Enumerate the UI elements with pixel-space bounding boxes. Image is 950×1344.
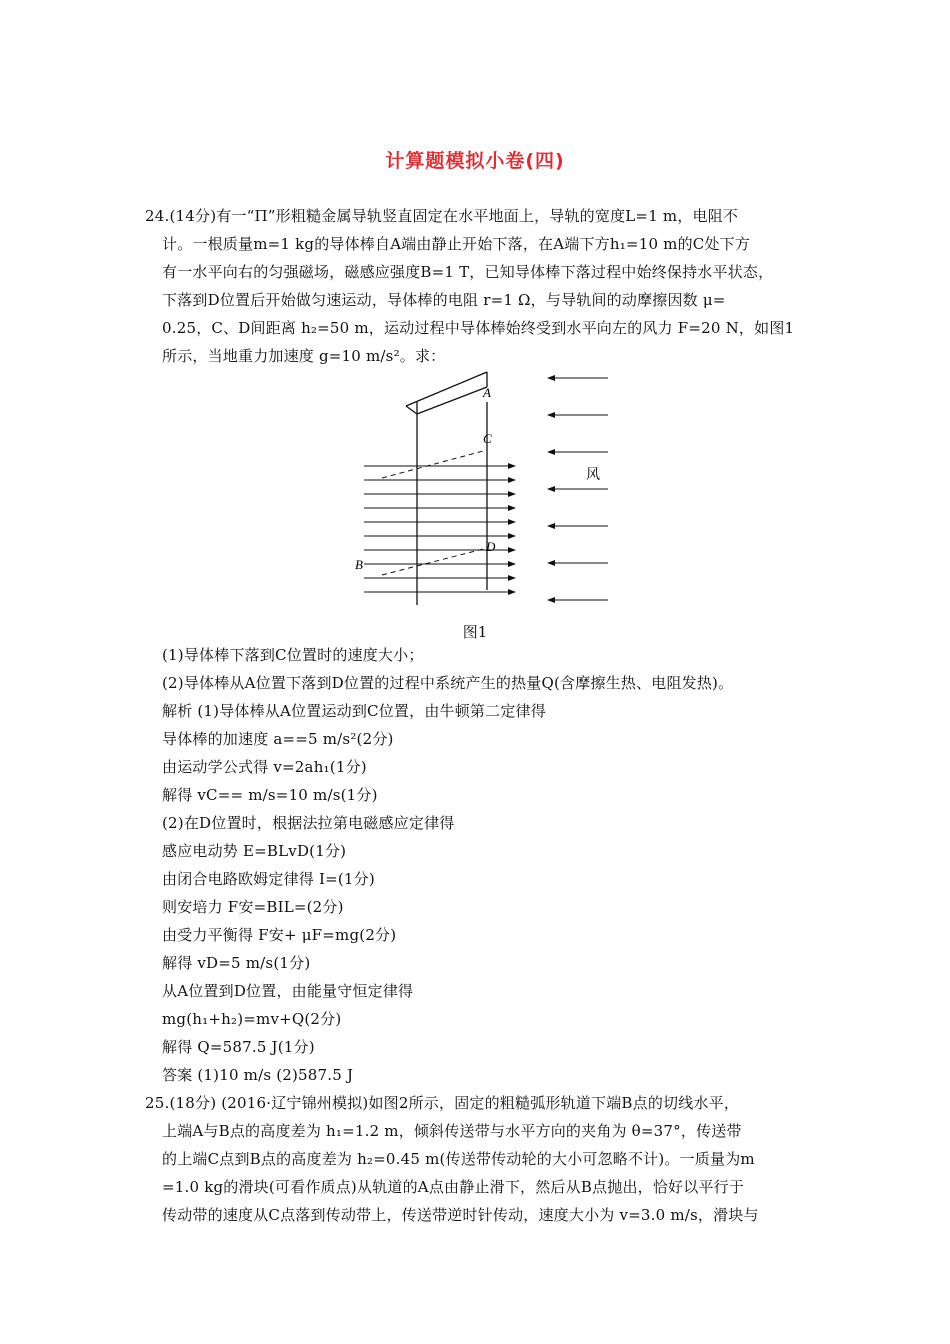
solution-line-13: 解得 Q=587.5 J(1分) xyxy=(162,1038,315,1056)
boundary-d-dashed xyxy=(382,548,487,575)
q25-line-2: 上端A与B点的高度差为 h₁=1.2 m，倾斜传送带与水平方向的夹角为 θ=37°，传送带 xyxy=(162,1122,742,1140)
figure-1-caption: 图1 xyxy=(462,623,488,641)
q24-line-3: 有一水平向右的匀强磁场，磁感应强度B=1 T，已知导体棒下落过程中始终保持水平状态， xyxy=(162,263,774,281)
solution-line-4: 解得 vC== m/s=10 m/s(1分) xyxy=(162,786,378,804)
q24-line-1: 24.(14分)有一“Π”形粗糙金属导轨竖直固定在水平地面上，导轨的宽度L=1 m，电阻不 xyxy=(145,207,739,225)
solution-line-9: 由受力平衡得 F安+ μF=mg(2分) xyxy=(162,926,397,944)
q24-part-1: (1)导体棒下落到C位置时的速度大小； xyxy=(162,646,424,664)
boundary-c-dashed xyxy=(382,450,487,478)
solution-line-12: mg(h₁+h₂)=mv+Q(2分) xyxy=(162,1010,342,1028)
page-title: 计算题模拟小卷(四) xyxy=(385,150,565,172)
label-a: A xyxy=(483,385,491,400)
figure-1-diagram xyxy=(340,370,620,615)
top-bar-front xyxy=(406,372,487,406)
solution-line-11: 从A位置到D位置，由能量守恒定律得 xyxy=(162,982,414,1000)
solution-line-1: 解析 (1)导体棒从A位置运动到C位置，由牛顿第二定律得 xyxy=(162,702,546,720)
solution-line-10: 解得 vD=5 m/s(1分) xyxy=(162,954,311,972)
label-c: C xyxy=(483,431,492,446)
figure-1 xyxy=(340,370,620,619)
solution-line-7: 由闭合电路欧姆定律得 I=(1分) xyxy=(162,870,375,888)
solution-line-8: 则安培力 F安=BIL=(2分) xyxy=(162,898,344,916)
wind-arrows xyxy=(548,378,608,600)
solution-line-5: (2)在D位置时，根据法拉第电磁感应定律得 xyxy=(162,814,455,832)
label-d: D xyxy=(486,539,496,554)
top-bar-back xyxy=(417,387,487,414)
q25-line-3: 的上端C点到B点的高度差为 h₂=0.45 m(传送带传动轮的大小可忽略不计)。一质量为m xyxy=(162,1150,755,1168)
solution-line-2: 导体棒的加速度 a==5 m/s²(2分) xyxy=(162,730,394,748)
magnetic-field-arrows xyxy=(364,466,515,592)
q24-line-4: 下落到D位置后开始做匀速运动，导体棒的电阻 r=1 Ω，与导轨间的动摩擦因数 μ= xyxy=(162,291,726,309)
q24-line-5: 0.25，C、D间距离 h₂=50 m，运动过程中导体棒始终受到水平向左的风力 F=20 N，如图1 xyxy=(162,319,795,337)
q25-line-1: 25.(18分) (2016·辽宁锦州模拟)如图2所示，固定的粗糙弧形轨道下端B点的切线水平， xyxy=(145,1094,740,1112)
q24-part-2: (2)导体棒从A位置下落到D位置的过程中系统产生的热量Q(含摩擦生热、电阻发热)。 xyxy=(162,674,734,692)
label-b: B xyxy=(355,557,363,572)
label-wind: 风 xyxy=(586,467,600,483)
q25-line-4: =1.0 kg的滑块(可看作质点)从轨道的A点由静止滑下，然后从B点抛出，恰好以平行于 xyxy=(162,1178,745,1196)
solution-line-3: 由运动学公式得 v=2ah₁(1分) xyxy=(162,758,367,776)
q24-line-6: 所示，当地重力加速度 g=10 m/s²。求： xyxy=(162,347,446,365)
answer-line: 答案 (1)10 m/s (2)587.5 J xyxy=(162,1066,354,1084)
q25-line-5: 传动带的速度从C点落到传动带上，传送带逆时针传动，速度大小为 v=3.0 m/s，滑块与 xyxy=(162,1206,759,1224)
q24-line-2: 计。一根质量m=1 kg的导体棒自A端由静止开始下落，在A端下方h₁=10 m的C处下方 xyxy=(162,235,751,253)
solution-line-6: 感应电动势 E=BLvD(1分) xyxy=(162,842,347,860)
top-bar-corner xyxy=(406,406,417,414)
